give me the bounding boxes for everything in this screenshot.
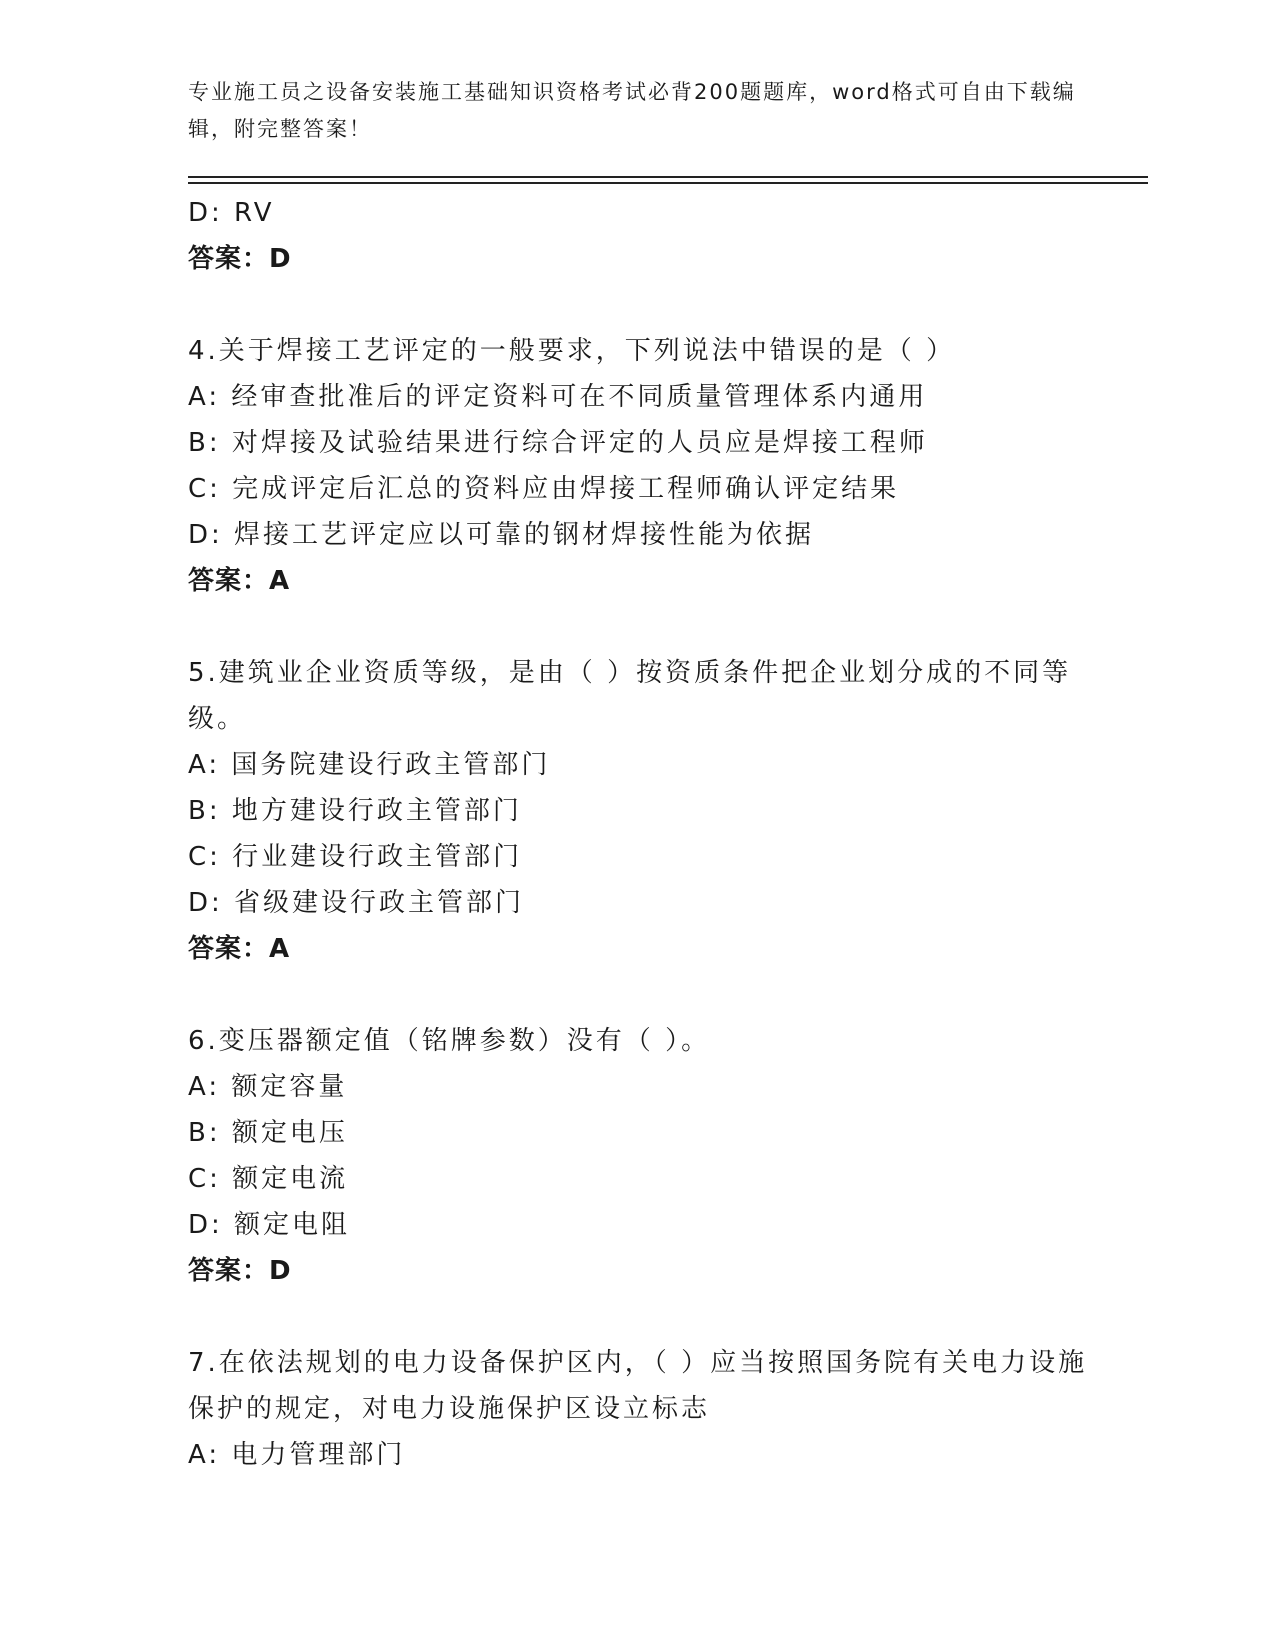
option-b: B: 额定电压 [188, 1118, 348, 1148]
option-a: A: 经审查批准后的评定资料可在不同质量管理体系内通用 [188, 382, 928, 412]
option-d: D: 省级建设行政主管部门 [188, 888, 525, 918]
answer-line: 答案：D [188, 244, 292, 274]
header-rule-bottom [188, 182, 1148, 184]
option-a: A: 额定容量 [188, 1072, 348, 1102]
answer-line: 答案：A [188, 934, 291, 964]
option-d: D: 焊接工艺评定应以可靠的钢材焊接性能为依据 [188, 520, 815, 550]
question-stem-6: 6.变压器额定值（铭牌参数）没有（ ）。 [188, 1026, 711, 1056]
question-stem-5: 5.建筑业企业资质等级，是由（ ）按资质条件把企业划分成的不同等级。 [188, 658, 1072, 734]
option-c: C: 完成评定后汇总的资料应由焊接工程师确认评定结果 [188, 474, 900, 504]
question-list [188, 190, 1088, 1478]
option-c: C: 额定电流 [188, 1164, 349, 1194]
option-b: B: 地方建设行政主管部门 [188, 796, 522, 826]
document-header: 专业施工员之设备安装施工基础知识资格考试必背200题题库，word格式可自由下载编辑，附完整答案！ [188, 80, 1076, 141]
option-d: D: RV [188, 198, 275, 228]
answer-line: 答案：A [188, 566, 291, 596]
question-stem-7: 7.在依法规划的电力设备保护区内，（ ）应当按照国务院有关电力设施保护的规定，对电力设施保护区设立标志 [188, 1348, 1088, 1424]
option-c: C: 行业建设行政主管部门 [188, 842, 523, 872]
option-b: B: 对焊接及试验结果进行综合评定的人员应是焊接工程师 [188, 428, 928, 458]
option-a: A: 电力管理部门 [188, 1440, 406, 1470]
answer-line: 答案：D [188, 1256, 292, 1286]
option-d: D: 额定电阻 [188, 1210, 351, 1240]
header-rule-top [188, 176, 1148, 178]
question-stem-4: 4.关于焊接工艺评定的一般要求，下列说法中错误的是（ ） [188, 336, 956, 366]
option-a: A: 国务院建设行政主管部门 [188, 750, 551, 780]
